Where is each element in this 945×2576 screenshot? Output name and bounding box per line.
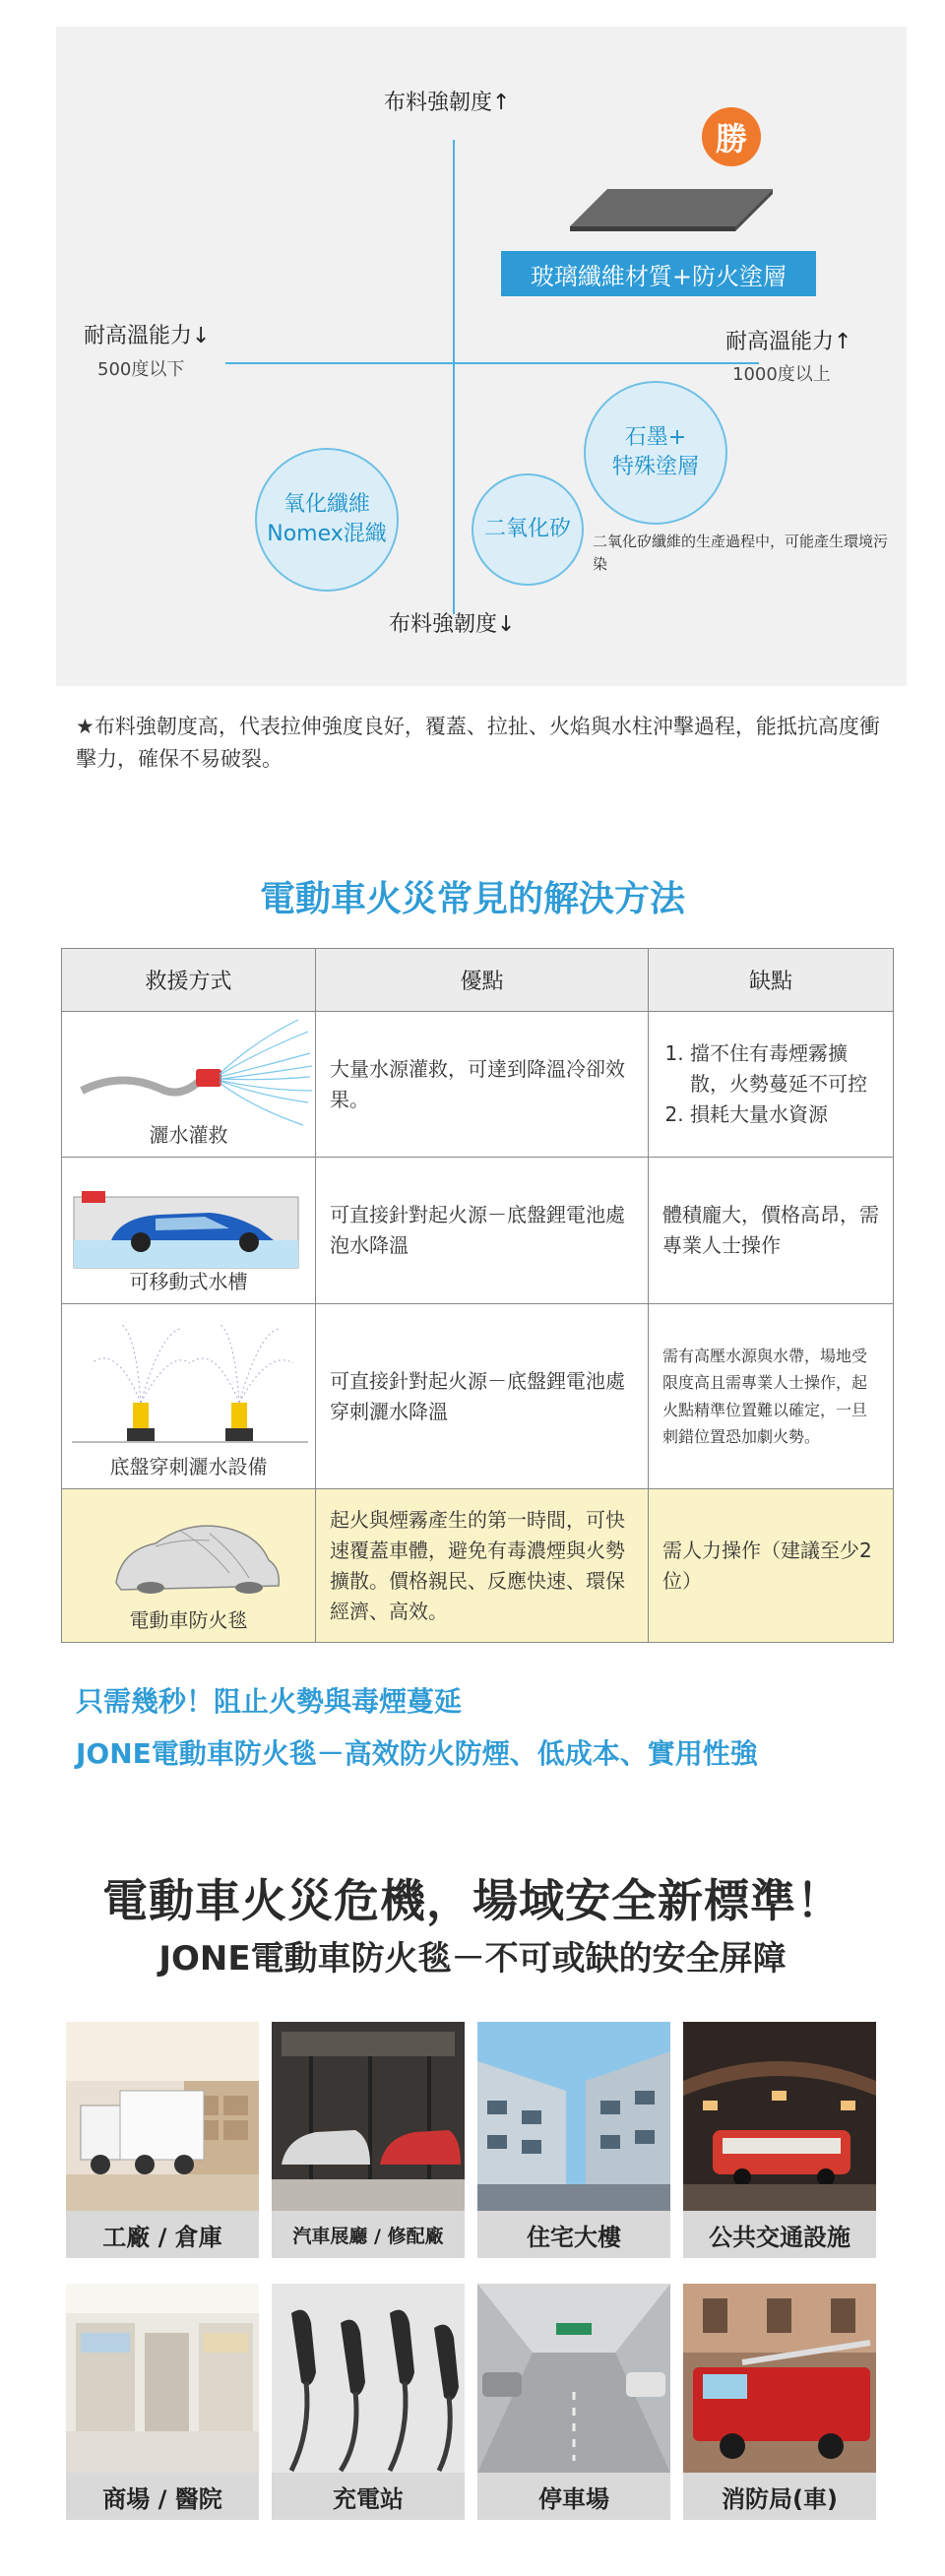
- scene-tile-fire-station: [683, 2284, 876, 2520]
- car-showroom-image: [272, 2022, 465, 2211]
- scene-caption: 商場 / 醫院: [66, 2473, 259, 2520]
- strength-footnote: ★布料強韌度高，代表拉伸強度良好，覆蓋、拉扯、火焰與水柱沖擊過程，能抵抗高度衝擊力，確保不易破裂。: [76, 715, 880, 771]
- material-bubble-oxidized-fiber: [255, 448, 399, 592]
- tagline-product: JONE電動車防火毯－高效防火防煙、低成本、實用性強: [76, 1737, 758, 1770]
- method-label: 電動車防火毯: [129, 1608, 248, 1632]
- scene-caption: 充電站: [272, 2473, 465, 2520]
- scene-caption: 停車場: [477, 2473, 670, 2520]
- axis-label-heat-low: 耐高溫能力↓: [84, 324, 211, 348]
- charging-station-image: [272, 2284, 465, 2473]
- column-header: 救援方式: [62, 949, 316, 1012]
- horizontal-axis: [225, 362, 759, 364]
- axis-label-strength-high: 布料強韌度↑: [384, 91, 511, 115]
- bubble-label: 二氧化矽: [483, 517, 571, 542]
- method-label: 可移動式水槽: [129, 1270, 248, 1293]
- silica-note: 二氧化矽纖維的生產過程中，可能產生環境污染: [593, 533, 889, 573]
- table-row: [62, 1304, 894, 1489]
- table-header-row: [62, 949, 894, 1012]
- bus-terminal-image: [683, 2022, 876, 2211]
- winner-material-label: 玻璃纖維材質+防火塗層: [501, 251, 816, 296]
- scene-caption: 汽車展廳 / 修配廠: [272, 2211, 465, 2258]
- method-cell: [62, 1489, 316, 1643]
- bubble-label: 氧化纖維: [283, 492, 370, 518]
- solutions-title: 電動車火災常見的解決方法: [259, 879, 685, 919]
- parking-garage-image: [477, 2284, 670, 2473]
- scene-tile-showroom: [272, 2022, 465, 2258]
- method-cell: [62, 1012, 316, 1158]
- scene-tile-mall: [66, 2284, 259, 2520]
- scene-caption: 公共交通設施: [683, 2211, 876, 2258]
- cons-item: 1. 擋不住有毒煙霧擴散，火勢蔓延不可控: [690, 1038, 879, 1100]
- method-label: 灑水灌救: [149, 1123, 228, 1147]
- axis-label-heat-high: 耐高溫能力↑: [725, 330, 852, 354]
- headline-crisis: 電動車火災危機，場域安全新標準！: [102, 1874, 843, 1927]
- vertical-axis: [453, 140, 455, 614]
- pros-cell: 大量水源灌救，可達到降溫冷卻效果。: [316, 1012, 649, 1158]
- tagline-seconds: 只需幾秒！阻止火勢與毒煙蔓延: [76, 1685, 463, 1718]
- scene-caption: 消防局(車): [683, 2473, 876, 2520]
- pros-cell: 起火與煙霧產生的第一時間，可快速覆蓋車體，避免有毒濃煙與火勢擴散。價格親民、反應快速、環保經濟、高效。: [316, 1489, 649, 1643]
- scene-tile-transit: [683, 2022, 876, 2258]
- table-row: [62, 1012, 894, 1158]
- material-bubble-silica: [472, 473, 584, 586]
- axis-label-strength-low: 布料強韌度↓: [389, 612, 516, 637]
- scene-tile-parking: [477, 2284, 670, 2520]
- cons-cell: [649, 1012, 894, 1158]
- win-badge: 勝: [702, 107, 761, 166]
- scene-caption: 住宅大樓: [477, 2211, 670, 2258]
- axis-sublabel-heat-low: 500度以下: [97, 359, 185, 380]
- scene-tile-factory: [66, 2022, 259, 2258]
- solutions-table: [61, 948, 894, 1643]
- table-row: [62, 1158, 894, 1304]
- table-row: [62, 1489, 894, 1643]
- pros-cell: 可直接針對起火源－底盤鋰電池處穿刺灑水降溫: [316, 1304, 649, 1489]
- headline-product: JONE電動車防火毯－不可或缺的安全屏障: [158, 1939, 787, 1979]
- bubble-label: 石墨+: [624, 425, 687, 451]
- residential-building-image: [477, 2022, 670, 2211]
- material-comparison-chart: [56, 27, 907, 686]
- method-cell: [62, 1158, 316, 1304]
- bubble-label: 特殊塗層: [611, 455, 699, 479]
- factory-truck-image: [66, 2022, 259, 2211]
- fire-truck-image: [683, 2284, 876, 2473]
- material-bubble-graphite: [584, 381, 727, 525]
- cons-cell: 體積龐大，價格高昂，需專業人士操作: [649, 1158, 894, 1304]
- scene-tile-residential: [477, 2022, 670, 2258]
- method-label: 底盤穿刺灑水設備: [109, 1455, 268, 1478]
- scene-caption: 工廠 / 倉庫: [66, 2211, 259, 2258]
- column-header: 優點: [316, 949, 649, 1012]
- bubble-label: Nomex混織: [267, 522, 387, 546]
- fiberglass-board-icon: [568, 187, 775, 231]
- cons-cell: 需人力操作（建議至少2位）: [649, 1489, 894, 1643]
- cons-cell: 需有高壓水源與水帶，場地受限度高且需專業人士操作，起火點精準位置難以確定，一旦刺錯位置恐加劇火勢。: [649, 1304, 894, 1489]
- scene-tile-charging: [272, 2284, 465, 2520]
- axis-sublabel-heat-high: 1000度以上: [732, 364, 831, 385]
- column-header: 缺點: [649, 949, 894, 1012]
- cons-item: 2. 損耗大量水資源: [690, 1100, 879, 1130]
- pros-cell: 可直接針對起火源－底盤鋰電池處泡水降溫: [316, 1158, 649, 1304]
- method-cell: [62, 1304, 316, 1489]
- shopping-mall-image: [66, 2284, 259, 2473]
